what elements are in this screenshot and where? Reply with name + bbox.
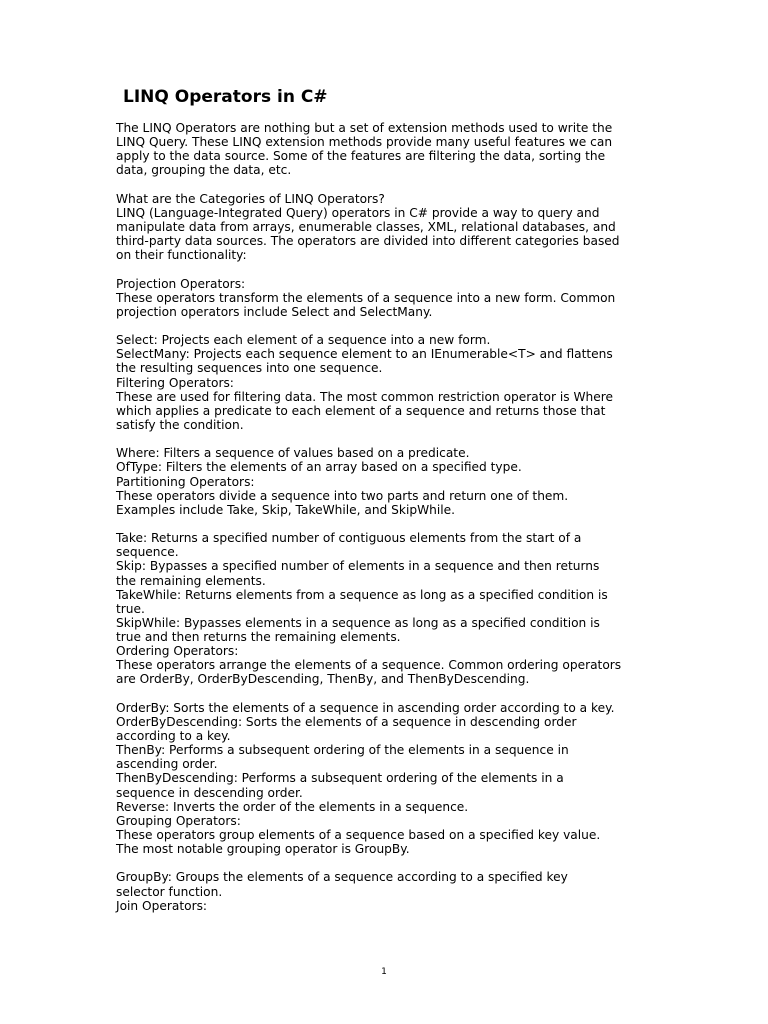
text-line: Where: Filters a sequence of values based on a predicate. [116, 446, 470, 461]
text-line: Select: Projects each element of a sequence into a new form. [116, 333, 491, 348]
text-line: These operators arrange the elements of a sequence. Common ordering operators [116, 658, 622, 673]
text-line: third-party data sources. The operators are divided into different categories based [116, 234, 620, 249]
text-line: What are the Categories of LINQ Operators? [116, 191, 385, 206]
text-line: according to a key. [116, 729, 231, 744]
text-line: OrderByDescending: Sorts the elements of a sequence in descending order [116, 714, 577, 729]
text-line: which applies a predicate to each element of a sequence and returns those that [116, 403, 606, 418]
text-line: selector function. [116, 884, 223, 899]
text-line: Filtering Operators: [116, 375, 234, 390]
text-line: SelectMany: Projects each sequence element to an IEnumerable<T> and flattens [116, 347, 613, 362]
text-line: sequence. [116, 545, 179, 560]
text-line: These operators transform the elements of a sequence into a new form. Common [116, 290, 616, 305]
blank-line [116, 856, 661, 870]
text-line: SkipWhile: Bypasses elements in a sequence as long as a specified condition is [116, 615, 600, 630]
text-line: The most notable grouping operator is GroupBy. [116, 842, 410, 857]
text-line: LINQ (Language-Integrated Query) operators in C# provide a way to query and [116, 205, 600, 220]
text-line: Examples include Take, Skip, TakeWhile, and SkipWhile. [116, 502, 456, 517]
text-line: Skip: Bypasses a specified number of elements in a sequence and then returns [116, 559, 600, 574]
text-line: on their functionality: [116, 248, 247, 263]
text-line: Projection Operators: [116, 276, 246, 291]
text-line: the resulting sequences into one sequence. [116, 361, 383, 376]
text-line: OrderBy: Sorts the elements of a sequence in ascending order according to a key. [116, 700, 615, 715]
text-line: satisfy the condition. [116, 417, 244, 432]
text-line: Grouping Operators: [116, 813, 241, 828]
text-line: Partitioning Operators: [116, 474, 255, 489]
text-line: the remaining elements. [116, 573, 266, 588]
text-line: ThenBy: Performs a subsequent ordering of the elements in a sequence in [116, 743, 569, 758]
text-line: LINQ Query. These LINQ extension methods provide many useful features we can [116, 135, 613, 150]
text-line: ThenByDescending: Performs a subsequent ordering of the elements in a [116, 771, 564, 786]
text-line: data, grouping the data, etc. [116, 163, 292, 178]
blank-line [116, 262, 661, 276]
text-line: TakeWhile: Returns elements from a sequence as long as a specified condition is [116, 587, 608, 602]
text-line: GroupBy: Groups the elements of a sequence according to a specified key [116, 870, 568, 885]
blank-line [116, 517, 661, 531]
text-line: ascending order. [116, 757, 218, 772]
text-line: These operators divide a sequence into two parts and return one of them. [116, 488, 569, 503]
text-line: Take: Returns a specified number of contiguous elements from the start of a [116, 531, 582, 546]
text-line: Ordering Operators: [116, 644, 239, 659]
page-title: LINQ Operators in C# [123, 87, 328, 107]
text-line: apply to the data source. Some of the features are filtering the data, sorting the [116, 149, 606, 164]
text-line: are OrderBy, OrderByDescending, ThenBy, and ThenByDescending. [116, 672, 530, 687]
text-line: The LINQ Operators are nothing but a set of extension methods used to write the [116, 121, 613, 135]
text-line: sequence in descending order. [116, 785, 303, 800]
blank-line [116, 687, 661, 701]
blank-line [116, 319, 661, 333]
page-number: 1 [381, 967, 387, 977]
text-line: Reverse: Inverts the order of the elements in a sequence. [116, 799, 469, 814]
text-line: These are used for filtering data. The most common restriction operator is Where [116, 389, 613, 404]
blank-line [116, 178, 661, 192]
document-body [116, 121, 661, 913]
blank-line [116, 432, 661, 446]
text-line: These operators group elements of a sequence based on a specified key value. [116, 828, 601, 843]
text-line: true. [116, 601, 145, 616]
text-line: projection operators include Select and SelectMany. [116, 304, 433, 319]
text-line: true and then returns the remaining elements. [116, 630, 401, 645]
text-line: Join Operators: [116, 898, 208, 913]
text-line: OfType: Filters the elements of an array based on a specified type. [116, 460, 522, 475]
text-line: manipulate data from arrays, enumerable classes, XML, relational databases, and [116, 219, 616, 234]
